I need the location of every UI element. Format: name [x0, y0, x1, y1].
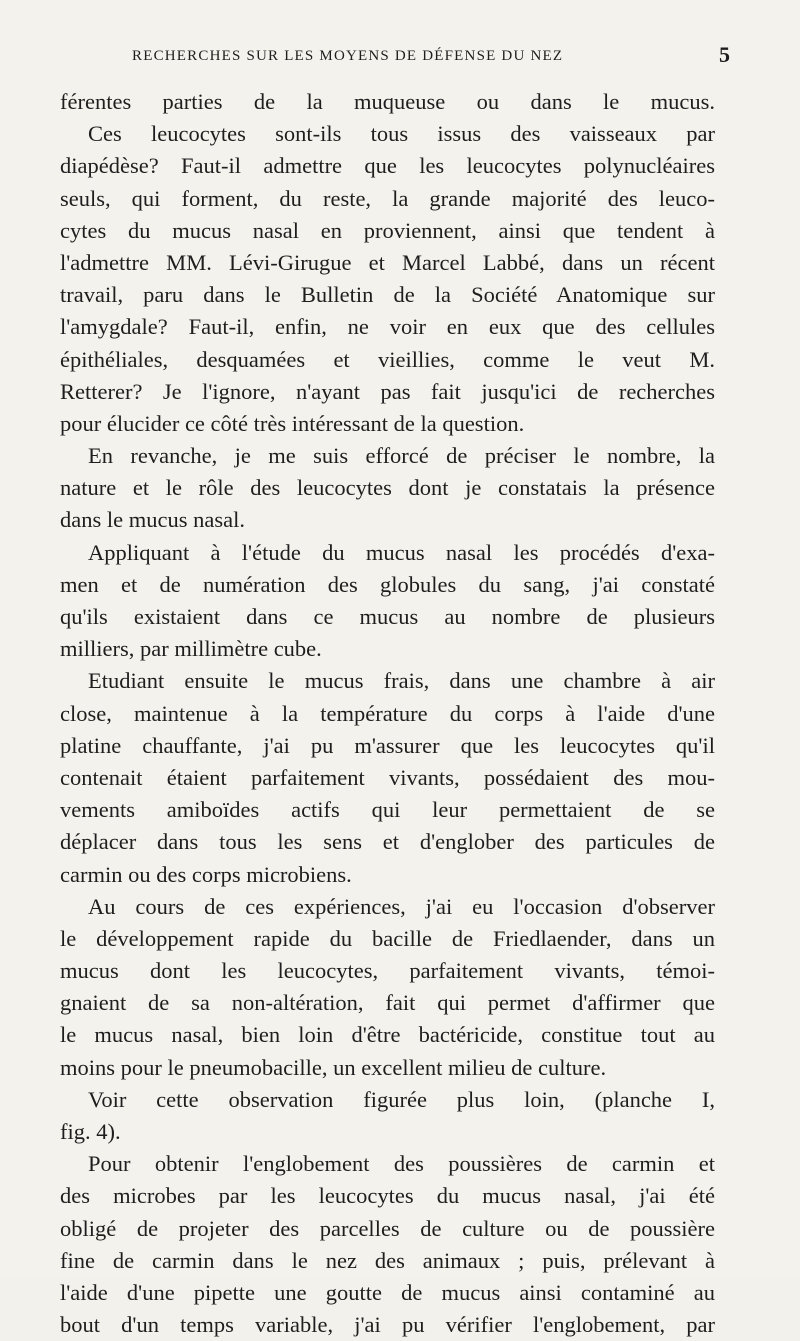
text-line: men et de numération des globules du sang, j'ai constaté — [60, 571, 715, 597]
text-line: carmin ou des corps microbiens. — [60, 861, 352, 887]
text-line: travail, paru dans le Bulletin de la Société Anatomique sur — [60, 282, 715, 308]
text-line: nature et le rôle des leucocytes dont je constatais la présence — [60, 475, 715, 501]
text-line: l'aide d'une pipette une goutte de mucus ainsi contaminé au — [60, 1279, 715, 1305]
text-line: l'amygdale? Faut-il, enfin, ne voir en eux que des cellules — [60, 314, 715, 340]
text-line: Ces leucocytes sont-ils tous issus des vaisseaux par — [88, 121, 715, 147]
text-line: contenait étaient parfaitement vivants, possédaient des mou- — [60, 764, 715, 790]
text-line: déplacer dans tous les sens et d'englober des particules de — [60, 829, 715, 855]
text-line: milliers, par millimètre cube. — [60, 636, 322, 662]
text-line: le mucus nasal, bien loin d'être bactéricide, constitue tout au — [60, 1022, 715, 1048]
text-line: des microbes par les leucocytes du mucus nasal, j'ai été — [60, 1183, 715, 1209]
text-line: Voir cette observation figurée plus loin, (planche I, — [88, 1086, 715, 1112]
text-line: bout d'un temps variable, j'ai pu vérifier l'englobement, par — [60, 1312, 715, 1338]
text-line: Retterer? Je l'ignore, n'ayant pas fait jusqu'ici de recherches — [60, 378, 715, 404]
text-line: férentes parties de la muqueuse ou dans le mucus. — [60, 89, 715, 114]
text-line: le développement rapide du bacille de Friedlaender, dans un — [60, 925, 715, 951]
text-line: diapédèse? Faut-il admettre que les leucocytes polynucléaires — [60, 153, 715, 179]
text-line: Au cours de ces expériences, j'ai eu l'occasion d'observer — [88, 893, 715, 919]
text-line: gnaient de sa non-altération, fait qui permet d'affirmer que — [60, 990, 715, 1016]
text-line: vements amiboïdes actifs qui leur permettaient de se — [60, 797, 715, 823]
text-line: close, maintenue à la température du corps à l'aide d'une — [60, 700, 715, 726]
text-line: Appliquant à l'étude du mucus nasal les procédés d'exa- — [88, 539, 715, 565]
text-line: seuls, qui forment, du reste, la grande majorité des leuco- — [60, 185, 715, 211]
body-text — [60, 86, 715, 1341]
text-line: l'admettre MM. Lévi-Girugue et Marcel Labbé, dans un récent — [60, 249, 715, 275]
text-line: qu'ils existaient dans ce mucus au nombre de plusieurs — [60, 604, 715, 629]
text-line: fig. 4). — [60, 1119, 121, 1144]
text-line: moins pour le pneumobacille, un excellent milieu de culture. — [60, 1054, 607, 1080]
text-line: épithéliales, desquamées et vieillies, comme le veut M. — [60, 346, 715, 372]
text-line: mucus dont les leucocytes, parfaitement vivants, témoi- — [60, 958, 715, 984]
text-line: cytes du mucus nasal en proviennent, ainsi que tendent à — [60, 217, 715, 243]
page-number: 5 — [719, 42, 730, 67]
text-line: obligé de projeter des parcelles de culture ou de poussière — [60, 1215, 715, 1241]
page-header — [120, 38, 730, 72]
text-line: En revanche, je me suis efforcé de préciser le nombre, la — [88, 443, 715, 469]
running-head: RECHERCHES SUR LES MOYENS DE DÉFENSE DU NEZ — [132, 48, 564, 64]
text-line: platine chauffante, j'ai pu m'assurer que les leucocytes qu'il — [60, 732, 715, 758]
text-line: fine de carmin dans le nez des animaux ; puis, prélevant à — [60, 1247, 715, 1273]
text-line: Pour obtenir l'englobement des poussières de carmin et — [88, 1151, 715, 1177]
text-line: dans le mucus nasal. — [60, 507, 245, 533]
text-line: pour élucider ce côté très intéressant de la question. — [60, 410, 525, 436]
text-line: Etudiant ensuite le mucus frais, dans une chambre à air — [88, 668, 715, 694]
